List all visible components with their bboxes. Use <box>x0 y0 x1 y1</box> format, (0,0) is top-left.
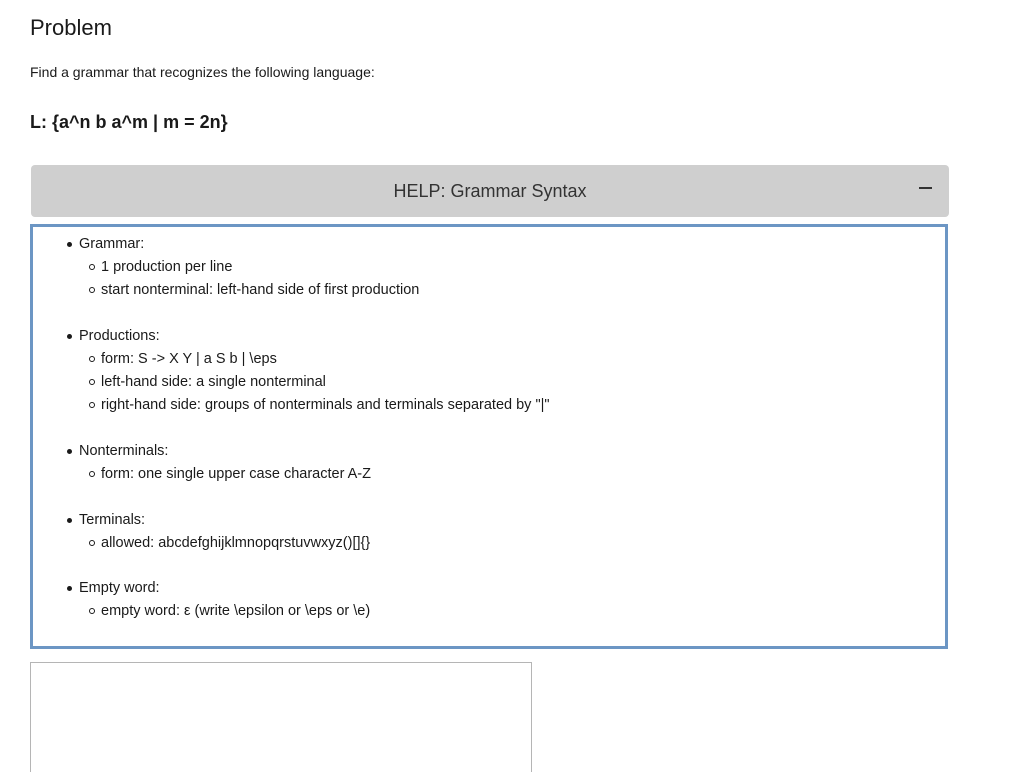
help-section-nonterminals <box>33 440 913 486</box>
help-toggle-button[interactable] <box>31 165 949 217</box>
help-section-terminals <box>33 509 913 555</box>
help-section-grammar <box>33 233 913 302</box>
problem-description: Find a grammar that recognizes the following language: <box>30 64 375 80</box>
list-item: allowed: abcdefghijklmnopqrstuvwxyz()[]{} <box>33 532 913 555</box>
list-item: empty word: ε (write \epsilon or \eps or \e) <box>33 600 913 623</box>
section-title: Empty word: <box>33 577 913 600</box>
list-item: right-hand side: groups of nonterminals and terminals separated by "|" <box>33 394 913 417</box>
list-item: 1 production per line <box>33 256 913 279</box>
list-item: left-hand side: a single nonterminal <box>33 371 913 394</box>
section-title: Terminals: <box>33 509 913 532</box>
help-panel <box>30 224 948 649</box>
help-section-productions <box>33 325 913 417</box>
help-title: HELP: Grammar Syntax <box>393 181 587 201</box>
page-title: Problem <box>30 15 112 40</box>
collapse-minus-icon[interactable] <box>919 178 933 198</box>
section-title: Productions: <box>33 325 913 348</box>
section-title: Nonterminals: <box>33 440 913 463</box>
language-definition: L: {a^n b a^m | m = 2n} <box>30 112 228 132</box>
help-section-empty-word <box>33 577 913 623</box>
list-item: start nonterminal: left-hand side of first production <box>33 279 913 302</box>
list-item: form: one single upper case character A-Z <box>33 463 913 486</box>
grammar-input[interactable] <box>30 662 532 772</box>
section-title: Grammar: <box>33 233 913 256</box>
list-item: form: S -> X Y | a S b | \eps <box>33 348 913 371</box>
